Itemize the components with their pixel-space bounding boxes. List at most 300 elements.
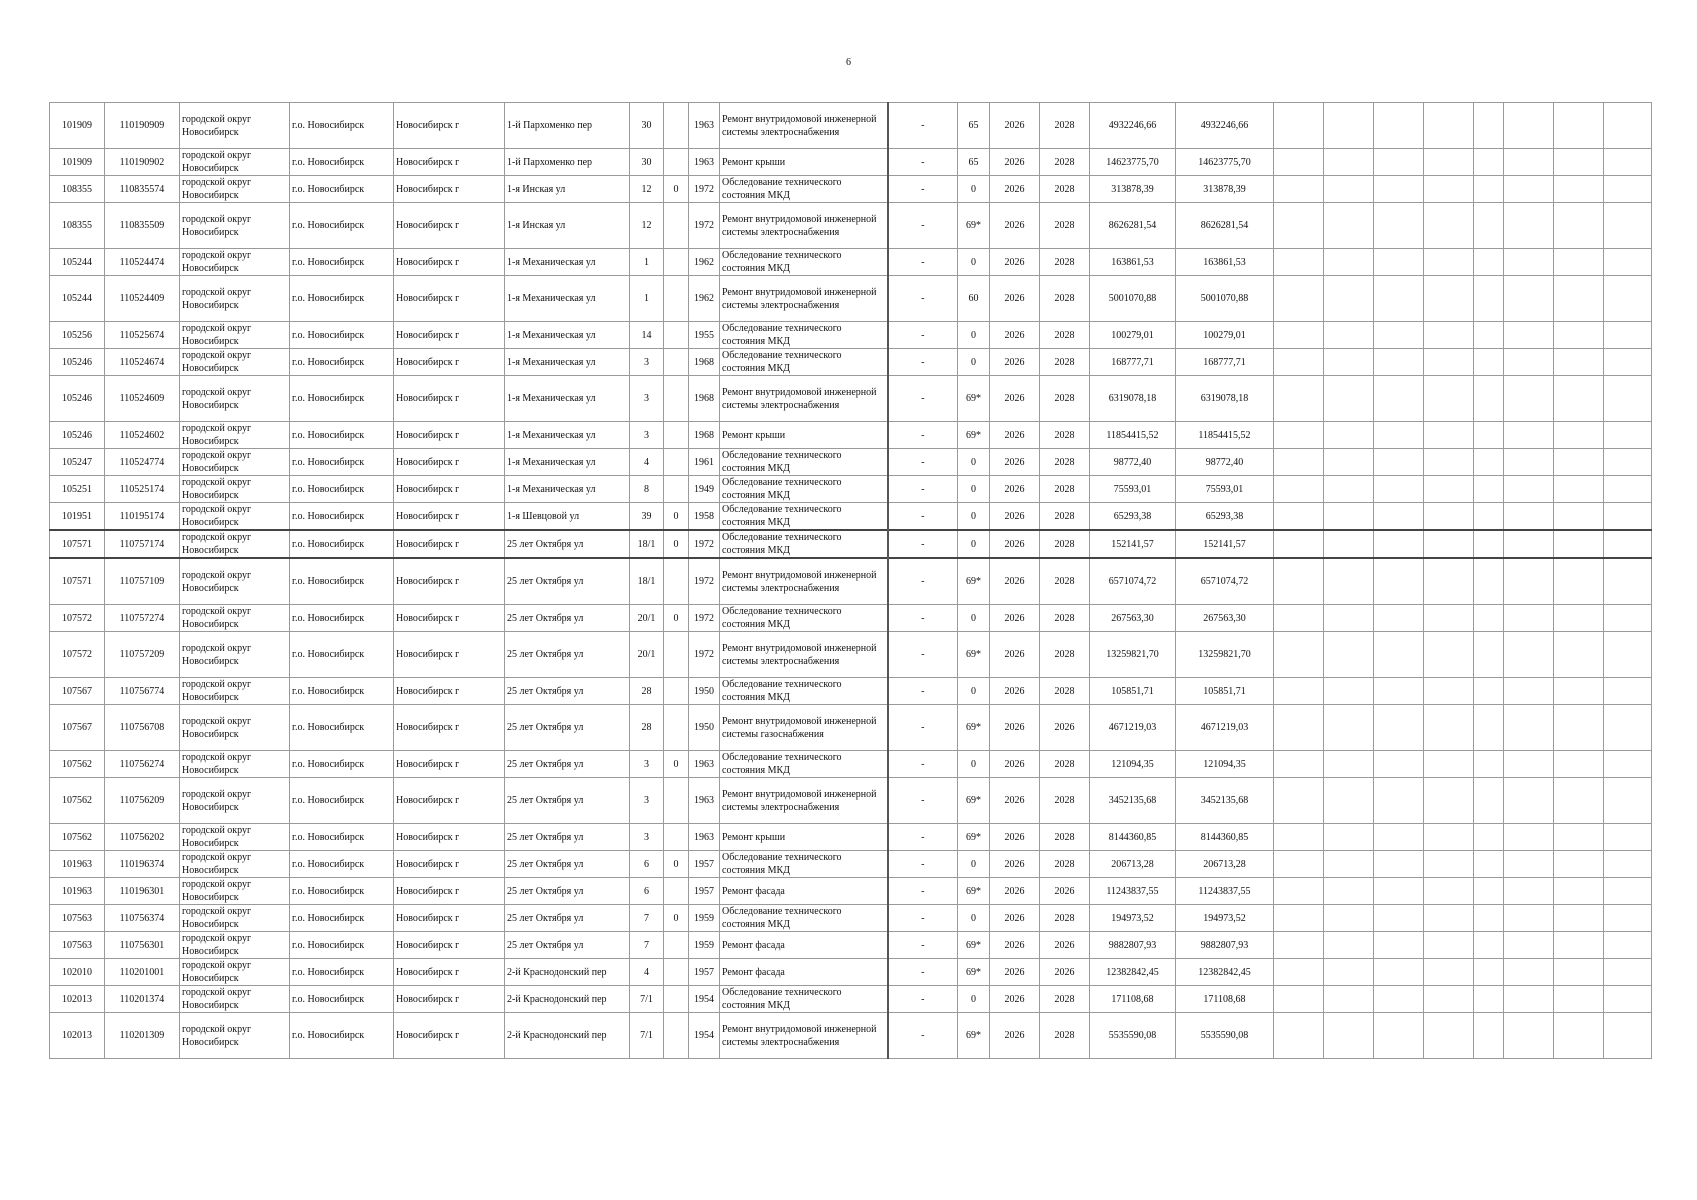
empty-cell [1504,986,1554,1013]
empty-cell [1274,349,1324,376]
cost-cell: 5535590,08 [1090,1013,1176,1059]
empty-cell [1554,558,1604,605]
start-year-cell: 2026 [990,558,1040,605]
cost-cell: 194973,52 [1090,905,1176,932]
table-row [50,558,1652,605]
total-cost-cell: 152141,57 [1176,530,1274,558]
empty-cell [1424,605,1474,632]
table-row [50,276,1652,322]
city-cell: Новосибирск г [394,932,505,959]
city-cell: Новосибирск г [394,322,505,349]
house-number-cell: 8 [630,476,664,503]
house-number-cell: 3 [630,422,664,449]
empty-cell [1604,778,1652,824]
empty-cell [1424,1013,1474,1059]
house-id-cell: 108355 [50,203,105,249]
cost-cell: 75593,01 [1090,476,1176,503]
building-cell [664,322,689,349]
empty-cell [1274,376,1324,422]
cost-cell: 152141,57 [1090,530,1176,558]
total-cost-cell: 4932246,66 [1176,103,1274,149]
building-cell [664,959,689,986]
work-type-cell: Ремонт крыши [720,824,888,851]
table-row [50,149,1652,176]
wear-percent-cell: 0 [958,449,990,476]
empty-cell [1324,422,1374,449]
building-cell: 0 [664,905,689,932]
work-type-cell: Ремонт внутридомовой инженерной системы электроснабжения [720,1013,888,1059]
year-built-cell: 1950 [689,705,720,751]
house-id-cell: 101909 [50,103,105,149]
start-year-cell: 2026 [990,103,1040,149]
empty-cell [1424,203,1474,249]
dash-cell: - [888,778,958,824]
total-cost-cell: 168777,71 [1176,349,1274,376]
city-cell: Новосибирск г [394,530,505,558]
empty-cell [1324,349,1374,376]
empty-cell [1324,376,1374,422]
municipality-cell: городской округ Новосибирск [180,376,290,422]
year-built-cell: 1957 [689,851,720,878]
dash-cell: - [888,678,958,705]
empty-cell [1554,851,1604,878]
end-year-cell: 2028 [1040,530,1090,558]
empty-cell [1374,530,1424,558]
year-built-cell: 1972 [689,632,720,678]
year-built-cell: 1968 [689,376,720,422]
table-row [50,203,1652,249]
cost-cell: 4932246,66 [1090,103,1176,149]
empty-cell [1274,476,1324,503]
empty-cell [1324,851,1374,878]
work-type-cell: Ремонт внутридомовой инженерной системы электроснабжения [720,632,888,678]
city-cell: Новосибирск г [394,986,505,1013]
empty-cell [1474,605,1504,632]
city-cell: Новосибирск г [394,203,505,249]
empty-cell [1374,376,1424,422]
empty-cell [1274,530,1324,558]
empty-cell [1274,449,1324,476]
start-year-cell: 2026 [990,678,1040,705]
district-cell: г.о. Новосибирск [290,986,394,1013]
dash-cell: - [888,558,958,605]
municipality-cell: городской округ Новосибирск [180,878,290,905]
empty-cell [1374,276,1424,322]
start-year-cell: 2026 [990,1013,1040,1059]
house-number-cell: 7 [630,932,664,959]
house-number-cell: 6 [630,851,664,878]
empty-cell [1274,705,1324,751]
empty-cell [1604,878,1652,905]
empty-cell [1504,249,1554,276]
street-cell: 25 лет Октября ул [505,778,630,824]
dash-cell: - [888,530,958,558]
end-year-cell: 2028 [1040,449,1090,476]
municipality-cell: городской округ Новосибирск [180,932,290,959]
wear-percent-cell: 69* [958,705,990,751]
empty-cell [1274,778,1324,824]
work-type-cell: Ремонт внутридомовой инженерной системы электроснабжения [720,376,888,422]
city-cell: Новосибирск г [394,176,505,203]
table-row [50,249,1652,276]
empty-cell [1274,905,1324,932]
empty-cell [1324,824,1374,851]
cost-cell: 9882807,93 [1090,932,1176,959]
district-cell: г.о. Новосибирск [290,824,394,851]
district-cell: г.о. Новосибирск [290,203,394,249]
cost-cell: 13259821,70 [1090,632,1176,678]
empty-cell [1554,176,1604,203]
city-cell: Новосибирск г [394,678,505,705]
empty-cell [1424,986,1474,1013]
empty-cell [1374,705,1424,751]
dash-cell: - [888,476,958,503]
wear-percent-cell: 65 [958,103,990,149]
total-cost-cell: 12382842,45 [1176,959,1274,986]
dash-cell: - [888,249,958,276]
street-cell: 1-я Механическая ул [505,349,630,376]
city-cell: Новосибирск г [394,905,505,932]
empty-cell [1504,851,1554,878]
cost-cell: 4671219,03 [1090,705,1176,751]
empty-cell [1554,705,1604,751]
municipality-cell: городской округ Новосибирск [180,558,290,605]
city-cell: Новосибирск г [394,751,505,778]
house-id-cell: 102013 [50,1013,105,1059]
dash-cell: - [888,276,958,322]
start-year-cell: 2026 [990,932,1040,959]
end-year-cell: 2028 [1040,203,1090,249]
empty-cell [1504,678,1554,705]
building-cell: 0 [664,530,689,558]
cost-cell: 121094,35 [1090,751,1176,778]
table-row [50,778,1652,824]
city-cell: Новосибирск г [394,276,505,322]
table-row [50,530,1652,558]
cost-cell: 105851,71 [1090,678,1176,705]
district-cell: г.о. Новосибирск [290,632,394,678]
start-year-cell: 2026 [990,905,1040,932]
empty-cell [1504,959,1554,986]
table-row [50,851,1652,878]
end-year-cell: 2028 [1040,322,1090,349]
total-cost-cell: 194973,52 [1176,905,1274,932]
table-row [50,905,1652,932]
building-cell [664,705,689,751]
year-built-cell: 1957 [689,878,720,905]
house-number-cell: 3 [630,349,664,376]
total-cost-cell: 171108,68 [1176,986,1274,1013]
empty-cell [1424,824,1474,851]
year-built-cell: 1963 [689,751,720,778]
start-year-cell: 2026 [990,632,1040,678]
year-built-cell: 1962 [689,249,720,276]
dash-cell: - [888,905,958,932]
municipality-cell: городской округ Новосибирск [180,276,290,322]
empty-cell [1374,824,1424,851]
empty-cell [1504,276,1554,322]
empty-cell [1324,705,1374,751]
end-year-cell: 2028 [1040,678,1090,705]
cost-cell: 313878,39 [1090,176,1176,203]
city-cell: Новосибирск г [394,851,505,878]
empty-cell [1374,176,1424,203]
city-cell: Новосибирск г [394,422,505,449]
year-built-cell: 1955 [689,322,720,349]
total-cost-cell: 6319078,18 [1176,376,1274,422]
work-id-cell: 110525174 [105,476,180,503]
cost-cell: 12382842,45 [1090,959,1176,986]
dash-cell: - [888,376,958,422]
empty-cell [1504,530,1554,558]
start-year-cell: 2026 [990,705,1040,751]
empty-cell [1474,376,1504,422]
work-id-cell: 110757274 [105,605,180,632]
empty-cell [1554,249,1604,276]
building-cell [664,203,689,249]
empty-cell [1374,778,1424,824]
district-cell: г.о. Новосибирск [290,176,394,203]
empty-cell [1474,176,1504,203]
empty-cell [1554,1013,1604,1059]
empty-cell [1374,905,1424,932]
year-built-cell: 1961 [689,449,720,476]
house-id-cell: 107562 [50,778,105,824]
start-year-cell: 2026 [990,959,1040,986]
year-built-cell: 1972 [689,203,720,249]
district-cell: г.о. Новосибирск [290,959,394,986]
empty-cell [1324,632,1374,678]
empty-cell [1374,476,1424,503]
empty-cell [1504,778,1554,824]
start-year-cell: 2026 [990,322,1040,349]
house-number-cell: 4 [630,449,664,476]
building-cell [664,349,689,376]
municipality-cell: городской округ Новосибирск [180,959,290,986]
district-cell: г.о. Новосибирск [290,678,394,705]
house-id-cell: 107572 [50,605,105,632]
dash-cell: - [888,349,958,376]
street-cell: 2-й Краснодонский пер [505,986,630,1013]
house-number-cell: 3 [630,824,664,851]
empty-cell [1274,558,1324,605]
street-cell: 1-я Инская ул [505,203,630,249]
end-year-cell: 2028 [1040,103,1090,149]
start-year-cell: 2026 [990,349,1040,376]
start-year-cell: 2026 [990,530,1040,558]
work-type-cell: Ремонт внутридомовой инженерной системы электроснабжения [720,203,888,249]
empty-cell [1504,605,1554,632]
empty-cell [1324,778,1374,824]
city-cell: Новосибирск г [394,103,505,149]
end-year-cell: 2028 [1040,1013,1090,1059]
empty-cell [1374,959,1424,986]
empty-cell [1374,249,1424,276]
total-cost-cell: 5535590,08 [1176,1013,1274,1059]
wear-percent-cell: 0 [958,678,990,705]
city-cell: Новосибирск г [394,349,505,376]
cost-cell: 3452135,68 [1090,778,1176,824]
house-id-cell: 107567 [50,705,105,751]
street-cell: 1-я Механическая ул [505,449,630,476]
empty-cell [1604,203,1652,249]
wear-percent-cell: 0 [958,530,990,558]
cost-cell: 6571074,72 [1090,558,1176,605]
cost-cell: 206713,28 [1090,851,1176,878]
start-year-cell: 2026 [990,476,1040,503]
wear-percent-cell: 69* [958,824,990,851]
cost-cell: 11243837,55 [1090,878,1176,905]
house-id-cell: 105246 [50,422,105,449]
work-type-cell: Обследование технического состояния МКД [720,751,888,778]
work-id-cell: 110757109 [105,558,180,605]
empty-cell [1474,249,1504,276]
start-year-cell: 2026 [990,249,1040,276]
house-id-cell: 105244 [50,276,105,322]
start-year-cell: 2026 [990,449,1040,476]
empty-cell [1374,605,1424,632]
empty-cell [1274,878,1324,905]
empty-cell [1374,558,1424,605]
district-cell: г.о. Новосибирск [290,422,394,449]
house-number-cell: 14 [630,322,664,349]
empty-cell [1374,986,1424,1013]
empty-cell [1554,376,1604,422]
empty-cell [1374,851,1424,878]
street-cell: 25 лет Октября ул [505,851,630,878]
house-id-cell: 107563 [50,905,105,932]
building-cell [664,558,689,605]
building-cell [664,149,689,176]
empty-cell [1504,905,1554,932]
empty-cell [1424,149,1474,176]
empty-cell [1324,932,1374,959]
district-cell: г.о. Новосибирск [290,249,394,276]
year-built-cell: 1972 [689,605,720,632]
empty-cell [1504,149,1554,176]
house-id-cell: 107562 [50,824,105,851]
municipality-cell: городской округ Новосибирск [180,503,290,531]
empty-cell [1604,503,1652,531]
street-cell: 2-й Краснодонский пер [505,959,630,986]
city-cell: Новосибирск г [394,1013,505,1059]
work-type-cell: Обследование технического состояния МКД [720,678,888,705]
wear-percent-cell: 69* [958,932,990,959]
empty-cell [1554,322,1604,349]
wear-percent-cell: 69* [958,959,990,986]
municipality-cell: городской округ Новосибирск [180,249,290,276]
work-type-cell: Обследование технического состояния МКД [720,503,888,531]
table-row [50,376,1652,422]
end-year-cell: 2028 [1040,422,1090,449]
empty-cell [1554,103,1604,149]
empty-cell [1604,678,1652,705]
empty-cell [1554,824,1604,851]
empty-cell [1424,530,1474,558]
total-cost-cell: 14623775,70 [1176,149,1274,176]
work-type-cell: Обследование технического состояния МКД [720,176,888,203]
dash-cell: - [888,705,958,751]
empty-cell [1274,632,1324,678]
house-number-cell: 3 [630,376,664,422]
house-number-cell: 30 [630,103,664,149]
empty-cell [1474,422,1504,449]
wear-percent-cell: 0 [958,751,990,778]
table-row [50,176,1652,203]
building-cell: 0 [664,176,689,203]
end-year-cell: 2028 [1040,558,1090,605]
city-cell: Новосибирск г [394,376,505,422]
wear-percent-cell: 69* [958,422,990,449]
street-cell: 1-й Пархоменко пер [505,103,630,149]
empty-cell [1424,959,1474,986]
empty-cell [1424,476,1474,503]
street-cell: 1-й Пархоменко пер [505,149,630,176]
empty-cell [1604,932,1652,959]
municipality-cell: городской округ Новосибирск [180,149,290,176]
street-cell: 1-я Механическая ул [505,249,630,276]
municipality-cell: городской округ Новосибирск [180,530,290,558]
wear-percent-cell: 69* [958,632,990,678]
dash-cell: - [888,103,958,149]
wear-percent-cell: 0 [958,249,990,276]
start-year-cell: 2026 [990,203,1040,249]
start-year-cell: 2026 [990,276,1040,322]
table-row [50,1013,1652,1059]
year-built-cell: 1962 [689,276,720,322]
empty-cell [1474,276,1504,322]
empty-cell [1274,249,1324,276]
year-built-cell: 1954 [689,1013,720,1059]
empty-cell [1604,1013,1652,1059]
work-type-cell: Ремонт фасада [720,878,888,905]
building-cell [664,1013,689,1059]
street-cell: 1-я Инская ул [505,176,630,203]
house-id-cell: 101963 [50,878,105,905]
total-cost-cell: 121094,35 [1176,751,1274,778]
city-cell: Новосибирск г [394,249,505,276]
year-built-cell: 1959 [689,932,720,959]
empty-cell [1324,149,1374,176]
dash-cell: - [888,605,958,632]
municipality-cell: городской округ Новосибирск [180,824,290,851]
district-cell: г.о. Новосибирск [290,878,394,905]
district-cell: г.о. Новосибирск [290,276,394,322]
house-id-cell: 105251 [50,476,105,503]
house-id-cell: 101951 [50,503,105,531]
empty-cell [1424,705,1474,751]
street-cell: 25 лет Октября ул [505,705,630,751]
empty-cell [1274,986,1324,1013]
year-built-cell: 1949 [689,476,720,503]
wear-percent-cell: 69* [958,376,990,422]
work-id-cell: 110757174 [105,530,180,558]
municipality-cell: городской округ Новосибирск [180,322,290,349]
city-cell: Новосибирск г [394,705,505,751]
empty-cell [1274,149,1324,176]
work-type-cell: Обследование технического состояния МКД [720,605,888,632]
dash-cell: - [888,986,958,1013]
total-cost-cell: 267563,30 [1176,605,1274,632]
empty-cell [1374,678,1424,705]
work-id-cell: 110524674 [105,349,180,376]
empty-cell [1324,203,1374,249]
work-id-cell: 110201309 [105,1013,180,1059]
work-type-cell: Ремонт фасада [720,959,888,986]
end-year-cell: 2028 [1040,751,1090,778]
empty-cell [1474,1013,1504,1059]
empty-cell [1324,530,1374,558]
